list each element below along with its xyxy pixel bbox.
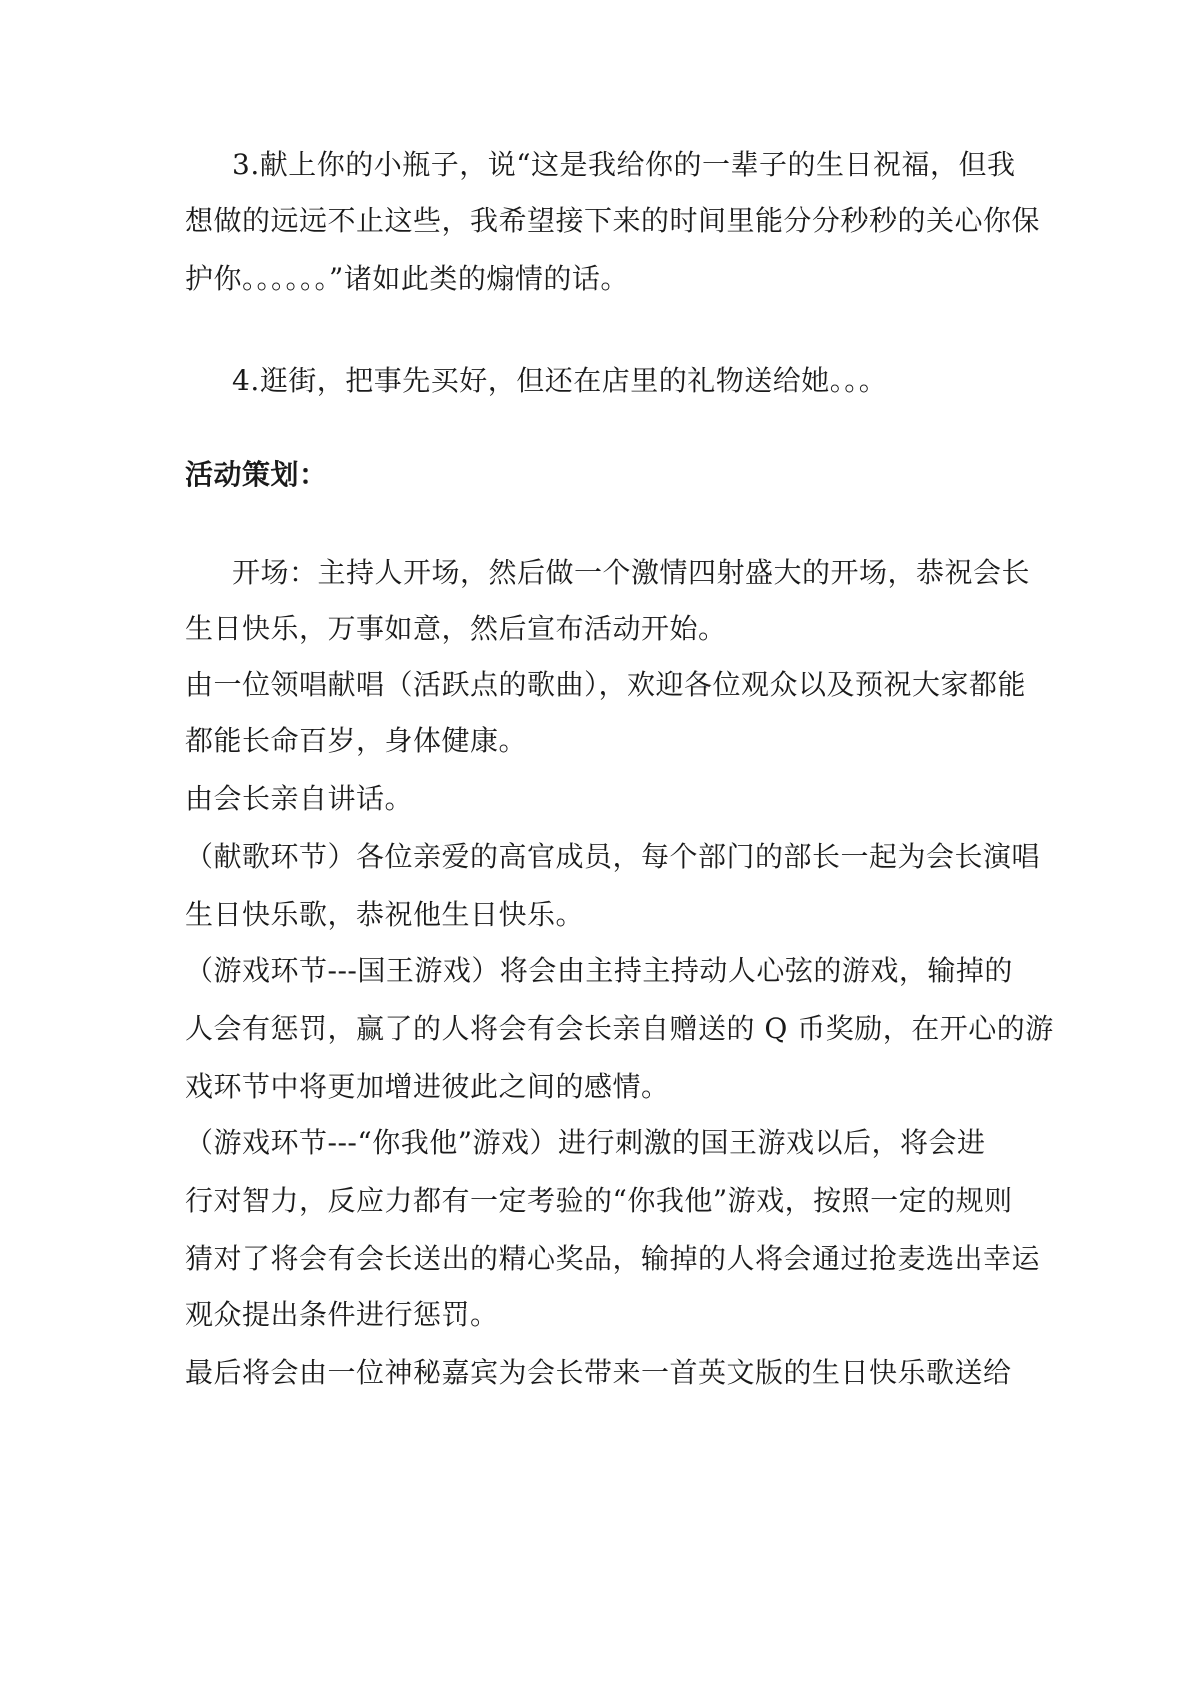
plan-line-13: 猜对了将会有会长送出的精心奖品，输掉的人将会通过抢麦选出幸运 — [185, 1242, 1041, 1275]
section-heading: 活动策划： — [185, 458, 328, 491]
plan-line-3: 由一位领唱献唱（活跃点的歌曲），欢迎各位观众以及预祝大家都能 — [185, 668, 1027, 701]
item-4-line-1: 4.逛街，把事先买好，但还在店里的礼物送给她。。。 — [232, 364, 888, 397]
item-3-line-2: 想做的远远不止这些，我希望接下来的时间里能分分秒秒的关心你保 — [185, 204, 1041, 237]
plan-line-10: 戏环节中将更加增进彼此之间的感情。 — [185, 1070, 670, 1103]
plan-line-1: 开场：主持人开场，然后做一个激情四射盛大的开场，恭祝会长 — [232, 556, 1031, 589]
plan-line-4: 都能长命百岁，身体健康。 — [185, 724, 528, 757]
plan-line-14: 观众提出条件进行惩罚。 — [185, 1298, 499, 1331]
plan-line-11: （游戏环节---“你我他”游戏）进行刺激的国王游戏以后，将会进 — [185, 1126, 986, 1159]
plan-line-2: 生日快乐，万事如意，然后宣布活动开始。 — [185, 612, 727, 645]
item-3-line-1: 3.献上你的小瓶子，说“这是我给你的一辈子的生日祝福，但我 — [232, 148, 1016, 181]
plan-line-7: 生日快乐歌，恭祝他生日快乐。 — [185, 898, 585, 931]
plan-line-15: 最后将会由一位神秘嘉宾为会长带来一首英文版的生日快乐歌送给 — [185, 1356, 1012, 1389]
plan-line-8: （游戏环节---国王游戏）将会由主持主持动人心弦的游戏，输掉的 — [185, 954, 1013, 987]
plan-line-5: 由会长亲自讲话。 — [185, 782, 414, 815]
plan-line-6: （献歌环节）各位亲爱的高官成员，每个部门的部长一起为会长演唱 — [185, 840, 1041, 873]
plan-line-9: 人会有惩罚，赢了的人将会有会长亲自赠送的 Q 币奖励，在开心的游 — [185, 1012, 1054, 1045]
plan-line-12: 行对智力，反应力都有一定考验的“你我他”游戏，按照一定的规则 — [185, 1184, 1013, 1217]
item-3-line-3: 护你。。。。。。”诸如此类的煽情的话。 — [185, 262, 629, 295]
